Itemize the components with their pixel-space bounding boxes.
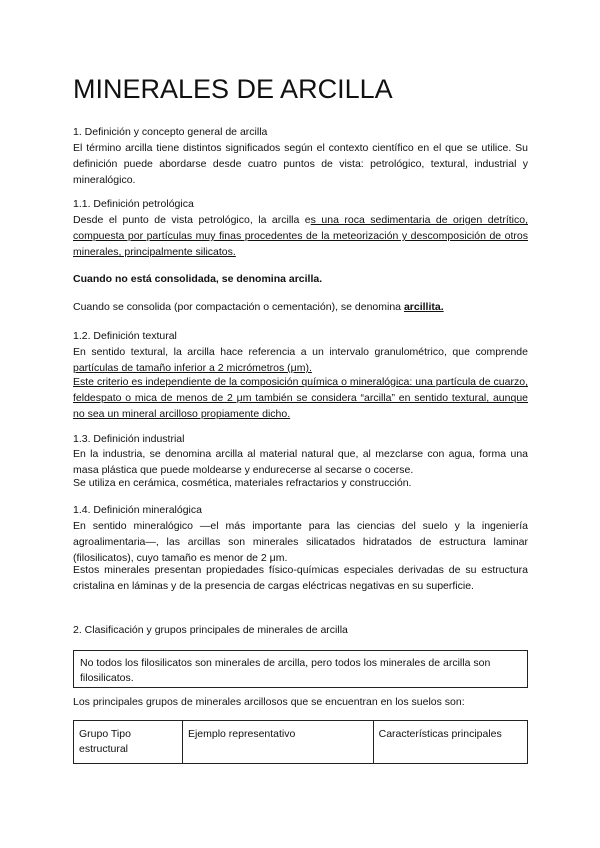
consolidated-text: Cuando se consolida (por compactación o cementación), se denomina: [73, 301, 404, 313]
table-header-cell: Ejemplo representativo: [182, 721, 373, 764]
table-header-row: [74, 721, 528, 764]
section-1-1-body: [73, 212, 528, 260]
section-1-2-body: [73, 344, 528, 376]
section-1-4-heading: 1.4. Definición mineralógica: [73, 504, 202, 516]
section-1-2-heading: 1.2. Definición textural: [73, 330, 177, 342]
section-1-body: El término arcilla tiene distintos significados según el contexto científico en el que se utilice. Su definición puede abordarse desde cuatro puntos de vista: petrológico, textural, industrial y mineralógico.: [73, 142, 528, 186]
section-1-heading: 1. Definición y concepto general de arcilla: [73, 126, 268, 138]
consolidated-term: arcillita.: [403, 301, 444, 313]
table-header-cell: Grupo Tipo estructural: [74, 721, 183, 764]
boxed-note: No todos los filosilicatos son minerales de arcilla, pero todos los minerales de arcilla son filosilicatos.: [73, 650, 528, 688]
section-1-2-criterion: Este criterio es independiente de la composición química o mineralógica: una partícula de cuarzo, feldespato o mica de menos de 2 μm también se considera “arcilla” en sentido textural, aunque no sea un mineral arcilloso propiamente dicho.: [73, 376, 528, 420]
section-2-heading: 2. Clasificación y grupos principales de minerales de arcilla: [73, 624, 348, 636]
section-1-3-heading: 1.3. Definición industrial: [73, 433, 185, 445]
table-header-cell: Características principales: [373, 721, 527, 764]
mineral-groups-table: [73, 720, 528, 764]
section-1-1-heading: 1.1. Definición petrológica: [73, 198, 194, 210]
section-1-4-properties: Estos minerales presentan propiedades físico-químicas especiales derivadas de su estructura cristalina en láminas y de la presencia de cargas eléctricas negativas en su superficie.: [73, 564, 528, 592]
section-1-3-body: En la industria, se denomina arcilla al material natural que, al mezclarse con agua, forma una masa plástica que puede moldearse y endurecerse al secarse o cocerse.: [73, 448, 528, 476]
bold-statement: Cuando no está consolidada, se denomina arcilla.: [73, 273, 323, 285]
document-title: MINERALES DE ARCILLA: [73, 74, 393, 104]
groups-intro: Los principales grupos de minerales arcillosos que se encuentran en los suelos son:: [73, 696, 465, 708]
section-1-1-body-start: Desde el punto de vista petrológico, la arcilla e: [73, 214, 311, 226]
section-1-4-body: En sentido mineralógico —el más importante para las ciencias del suelo y la ingeniería agroalimentaria—, las arcillas son minerales silicatados hidratados de estructura laminar (filosilicatos), cuyo tamaño es menor de 2 μm.: [73, 520, 528, 564]
section-1-2-body-underlined: partículas de tamaño inferior a 2 micrómetros (μm).: [73, 362, 312, 374]
section-1-3-uses: Se utiliza en cerámica, cosmética, materiales refractarios y construcción.: [73, 477, 412, 489]
section-1-1-body-underlined: s una roca sedimentaria de origen detrítico, compuesta por partículas muy finas procedentes de la meteorización y descomposición de otros minerales, principalmente silicatos.: [73, 214, 528, 258]
consolidated-line: [73, 299, 528, 315]
section-1-2-body-start: En sentido textural, la arcilla hace referencia a un intervalo granulométrico, que comprende: [73, 346, 528, 358]
